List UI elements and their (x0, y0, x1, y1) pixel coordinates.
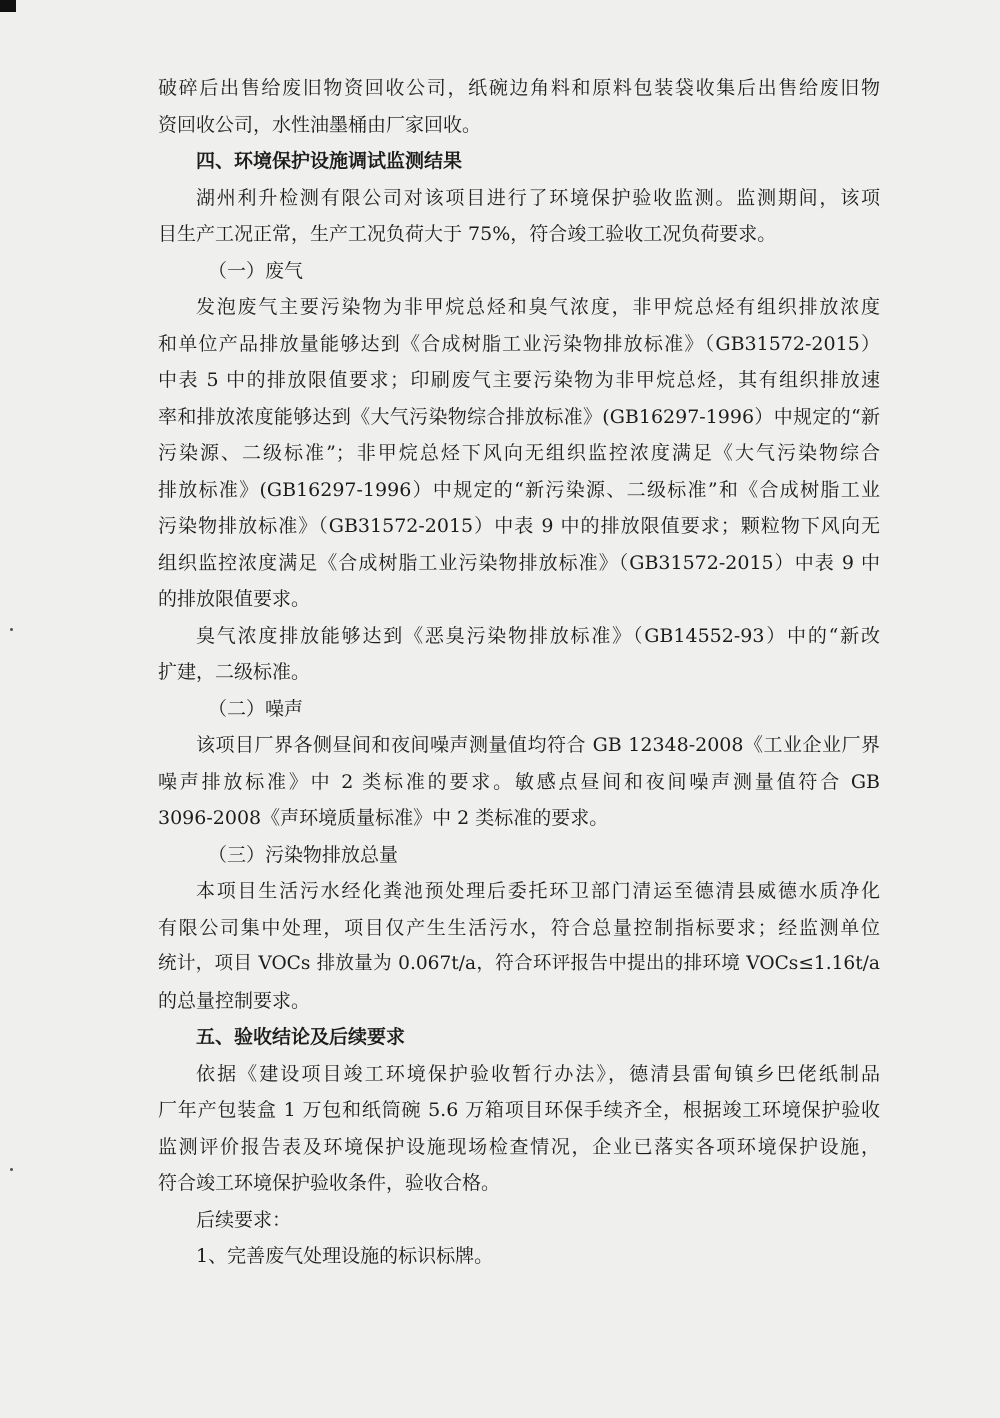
subsection-heading: （二）噪声 (208, 697, 304, 720)
paragraph-line: 后续要求： (196, 1208, 292, 1231)
paragraph-line: 的总量控制要求。 (158, 989, 311, 1012)
scan-speck (10, 628, 13, 631)
scan-speck (10, 1168, 13, 1171)
paragraph-line: 监测评价报告表及环境保护设施现场检查情况，企业已落实各项环境保护设施， (158, 1135, 880, 1158)
section-heading: 四、环境保护设施调试监测结果 (196, 150, 463, 172)
paragraph-line: 噪声排放标准》中 2 类标准的要求。敏感点昼间和夜间噪声测量值符合 GB (158, 770, 880, 793)
paragraph-line: 目生产工况正常，生产工况负荷大于 75%，符合竣工验收工况负荷要求。 (158, 223, 777, 245)
paragraph-line: 发泡废气主要污染物为非甲烷总烃和臭气浓度，非甲烷总烃有组织排放浓度 (196, 296, 880, 318)
list-item: 1、完善废气处理设施的标识标牌。 (196, 1245, 494, 1267)
paragraph-line: 厂年产包装盒 1 万包和纸筒碗 5.6 万箱项目环保手续齐全，根据竣工环境保护验收 (158, 1099, 880, 1121)
scan-corner-mark (0, 0, 16, 12)
paragraph-line: 污染物排放标准》（GB31572-2015）中表 9 中的排放限值要求；颗粒物下风向无 (158, 515, 880, 537)
paragraph-line: 排放标准》(GB16297-1996）中规定的“新污染源、二级标准”和《合成树脂工业 (158, 478, 880, 501)
paragraph-line: 3096-2008《声环境质量标准》中 2 类标准的要求。 (158, 807, 609, 829)
section-heading: 五、验收结论及后续要求 (196, 1026, 406, 1048)
paragraph-line: 组织监控浓度满足《合成树脂工业污染物排放标准》（GB31572-2015）中表 9 中 (158, 551, 880, 574)
paragraph-line: 资回收公司，水性油墨桶由厂家回收。 (158, 113, 482, 136)
paragraph-line: 符合竣工环境保护验收条件，验收合格。 (158, 1172, 501, 1194)
paragraph-line: 率和排放浓度能够达到《大气污染物综合排放标准》(GB16297-1996）中规定的“新 (158, 405, 880, 428)
subsection-heading: （三）污染物排放总量 (208, 843, 399, 866)
paragraph-line: 依据《建设项目竣工环境保护验收暂行办法》，德清县雷甸镇乡巴佬纸制品 (196, 1062, 880, 1085)
document-body (158, 70, 880, 1275)
paragraph-line: 本项目生活污水经化粪池预处理后委托环卫部门清运至德清县威德水质净化 (196, 880, 880, 902)
paragraph-line: 和单位产品排放量能够达到《合成树脂工业污染物排放标准》（GB31572-2015） (158, 332, 880, 355)
paragraph-line: 臭气浓度排放能够达到《恶臭污染物排放标准》（GB14552-93）中的“新改 (196, 624, 880, 647)
paragraph-line: 扩建，二级标准。 (158, 661, 311, 683)
paragraph-line: 湖州利升检测有限公司对该项目进行了环境保护验收监测。监测期间，该项 (196, 186, 880, 209)
paragraph-line: 的排放限值要求。 (158, 588, 311, 610)
paragraph-line: 污染源、二级标准”；非甲烷总烃下风向无组织监控浓度满足《大气污染物综合 (158, 442, 880, 464)
paragraph-line: 中表 5 中的排放限值要求；印刷废气主要污染物为非甲烷总烃，其有组织排放速 (158, 369, 880, 391)
paragraph-line: 破碎后出售给废旧物资回收公司，纸碗边角料和原料包装袋收集后出售给废旧物 (158, 77, 880, 99)
paragraph-line: 该项目厂界各侧昼间和夜间噪声测量值均符合 GB 12348-2008《工业企业厂界 (196, 734, 880, 756)
paragraph-line: 有限公司集中处理，项目仅产生生活污水，符合总量控制指标要求；经监测单位 (158, 916, 880, 939)
subsection-heading: （一）废气 (208, 259, 304, 282)
paragraph-line: 统计，项目 VOCs 排放量为 0.067t/a，符合环评报告中提出的排环境 VOCs≤1.16t/a (158, 953, 880, 974)
